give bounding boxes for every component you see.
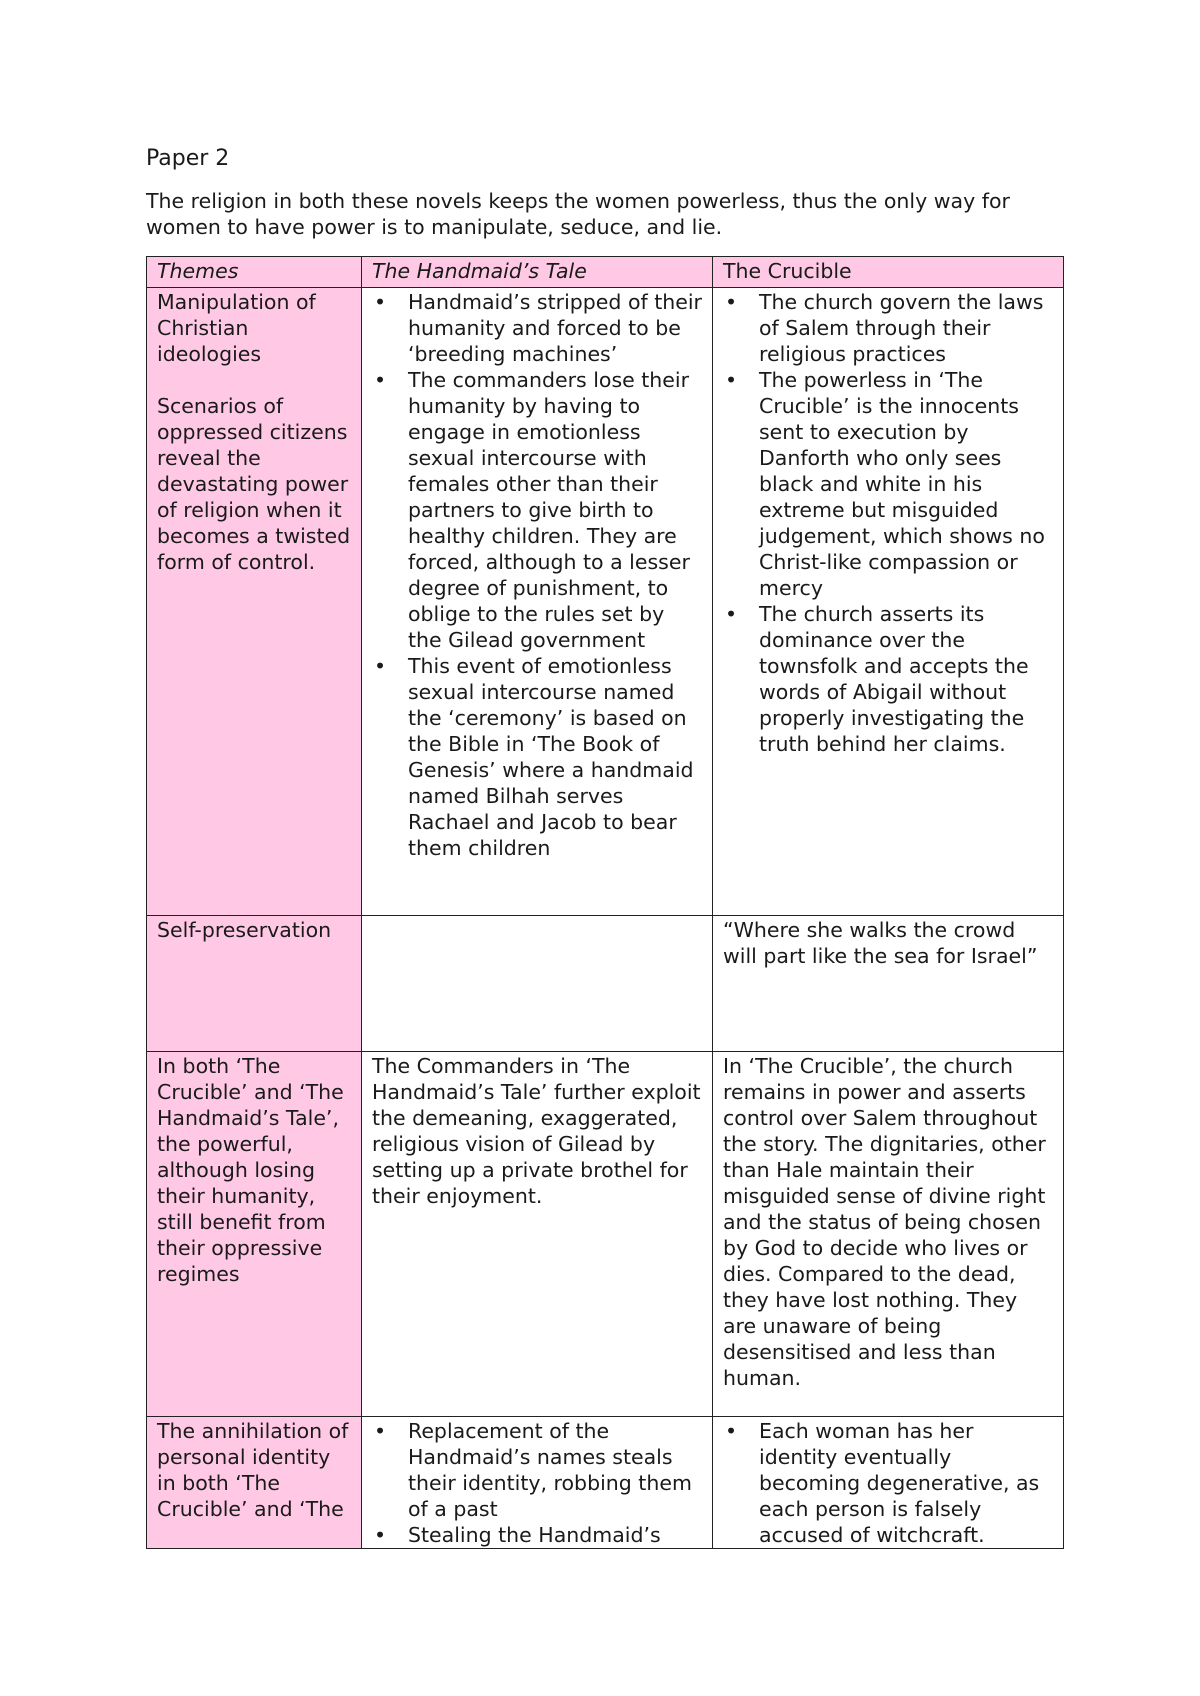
table-row (147, 916, 1064, 1052)
list-item: • The church asserts its dominance over the townsfolk and accepts the words of Abigail without properly investigating the truth behind her claims. (725, 602, 1029, 756)
list-item: • This event of emotionless sexual intercourse named the ‘ceremony’ is based on the Bible in ‘The Book of Genesis’ where a handmaid named Bilhah serves Rachael and Jacob to bear them children (374, 654, 694, 860)
crucible-cell: In ‘The Crucible’, the church remains in power and asserts control over Salem throughout the story. The dignitaries, other than Hale maintain their misguided sense of divine right and the status of being chosen by God to decide who lives or dies. Compared to the dead, they have lost nothing. They are unaware of being desensitised and less than human. (713, 1052, 1064, 1417)
list-item: • The commanders lose their humanity by having to engage in emotionless sexual intercourse with females other than their partners to give birth to healthy children. They are forced, although to a lesser degree of punishment, to oblige to the rules set by the Gilead government (374, 368, 690, 652)
theme-cell: Self-preservation (147, 916, 362, 1052)
theme-text: Manipulation of Christian ideologies (157, 290, 316, 366)
list-item: • Replacement of the Handmaid’s names steals their identity, robbing them of a past (374, 1419, 692, 1521)
table-row (147, 1417, 1064, 1549)
crucible-cell: “Where she walks the crowd will part like the sea for Israel” (713, 916, 1064, 1052)
crucible-cell (713, 1417, 1064, 1549)
bullet-icon: • (374, 654, 387, 678)
handmaid-cell (362, 1417, 713, 1549)
bullet-icon: • (374, 1523, 387, 1547)
handmaid-cell: The Commanders in ‘The Handmaid’s Tale’ further exploit the demeaning, exaggerated, religious vision of Gilead by setting up a private brothel for their enjoyment. (362, 1052, 713, 1417)
bullet-icon: • (374, 368, 387, 392)
bullet-list (723, 1418, 1055, 1548)
theme-cell: In both ‘The Crucible’ and ‘The Handmaid’s Tale’, the powerful, although losing their humanity, still benefit from their oppressive regimes (147, 1052, 362, 1417)
document-title: Paper 2 (146, 146, 230, 171)
list-item: • Each woman has her identity eventually becoming degenerative, as each person is falsely accused of witchcraft. (725, 1419, 1040, 1547)
table-row (147, 1052, 1064, 1417)
handmaid-cell (362, 916, 713, 1052)
bullet-icon: • (725, 602, 738, 626)
header-crucible: The Crucible (713, 257, 1064, 288)
table-header-row (147, 257, 1064, 288)
theme-cell (147, 288, 362, 916)
bullet-icon: • (725, 1419, 738, 1443)
theme-cell: The annihilation of personal identity in both ‘The Crucible’ and ‘The (147, 1417, 362, 1549)
list-item: • Stealing the Handmaid’s (374, 1523, 661, 1547)
handmaid-cell (362, 288, 713, 916)
bullet-icon: • (374, 290, 387, 314)
bullet-list (372, 1418, 704, 1548)
header-handmaids-tale: The Handmaid’s Tale (362, 257, 713, 288)
list-item: • Handmaid’s stripped of their humanity and forced to be ‘breeding machines’ (374, 290, 702, 366)
bullet-icon: • (374, 1419, 387, 1443)
bullet-list (723, 289, 1055, 757)
intro-paragraph: The religion in both these novels keeps the women powerless, thus the only way for women to have power is to manipulate, seduce, and lie. (146, 189, 1010, 239)
bullet-icon: • (725, 368, 738, 392)
header-themes: Themes (147, 257, 362, 288)
bullet-icon: • (725, 290, 738, 314)
list-item: • The church govern the laws of Salem through their religious practices (725, 290, 1044, 366)
crucible-cell (713, 288, 1064, 916)
theme-note: Scenarios of oppressed citizens reveal the devastating power of religion when it becomes a twisted form of control. (157, 394, 351, 574)
list-item: • The powerless in ‘The Crucible’ is the innocents sent to execution by Danforth who only sees black and white in his extreme but misguided judgement, which shows no Christ-like compassion or mercy (725, 368, 1045, 600)
bullet-list (372, 289, 704, 861)
themes-comparison-table (146, 256, 1064, 1549)
table-row (147, 288, 1064, 916)
